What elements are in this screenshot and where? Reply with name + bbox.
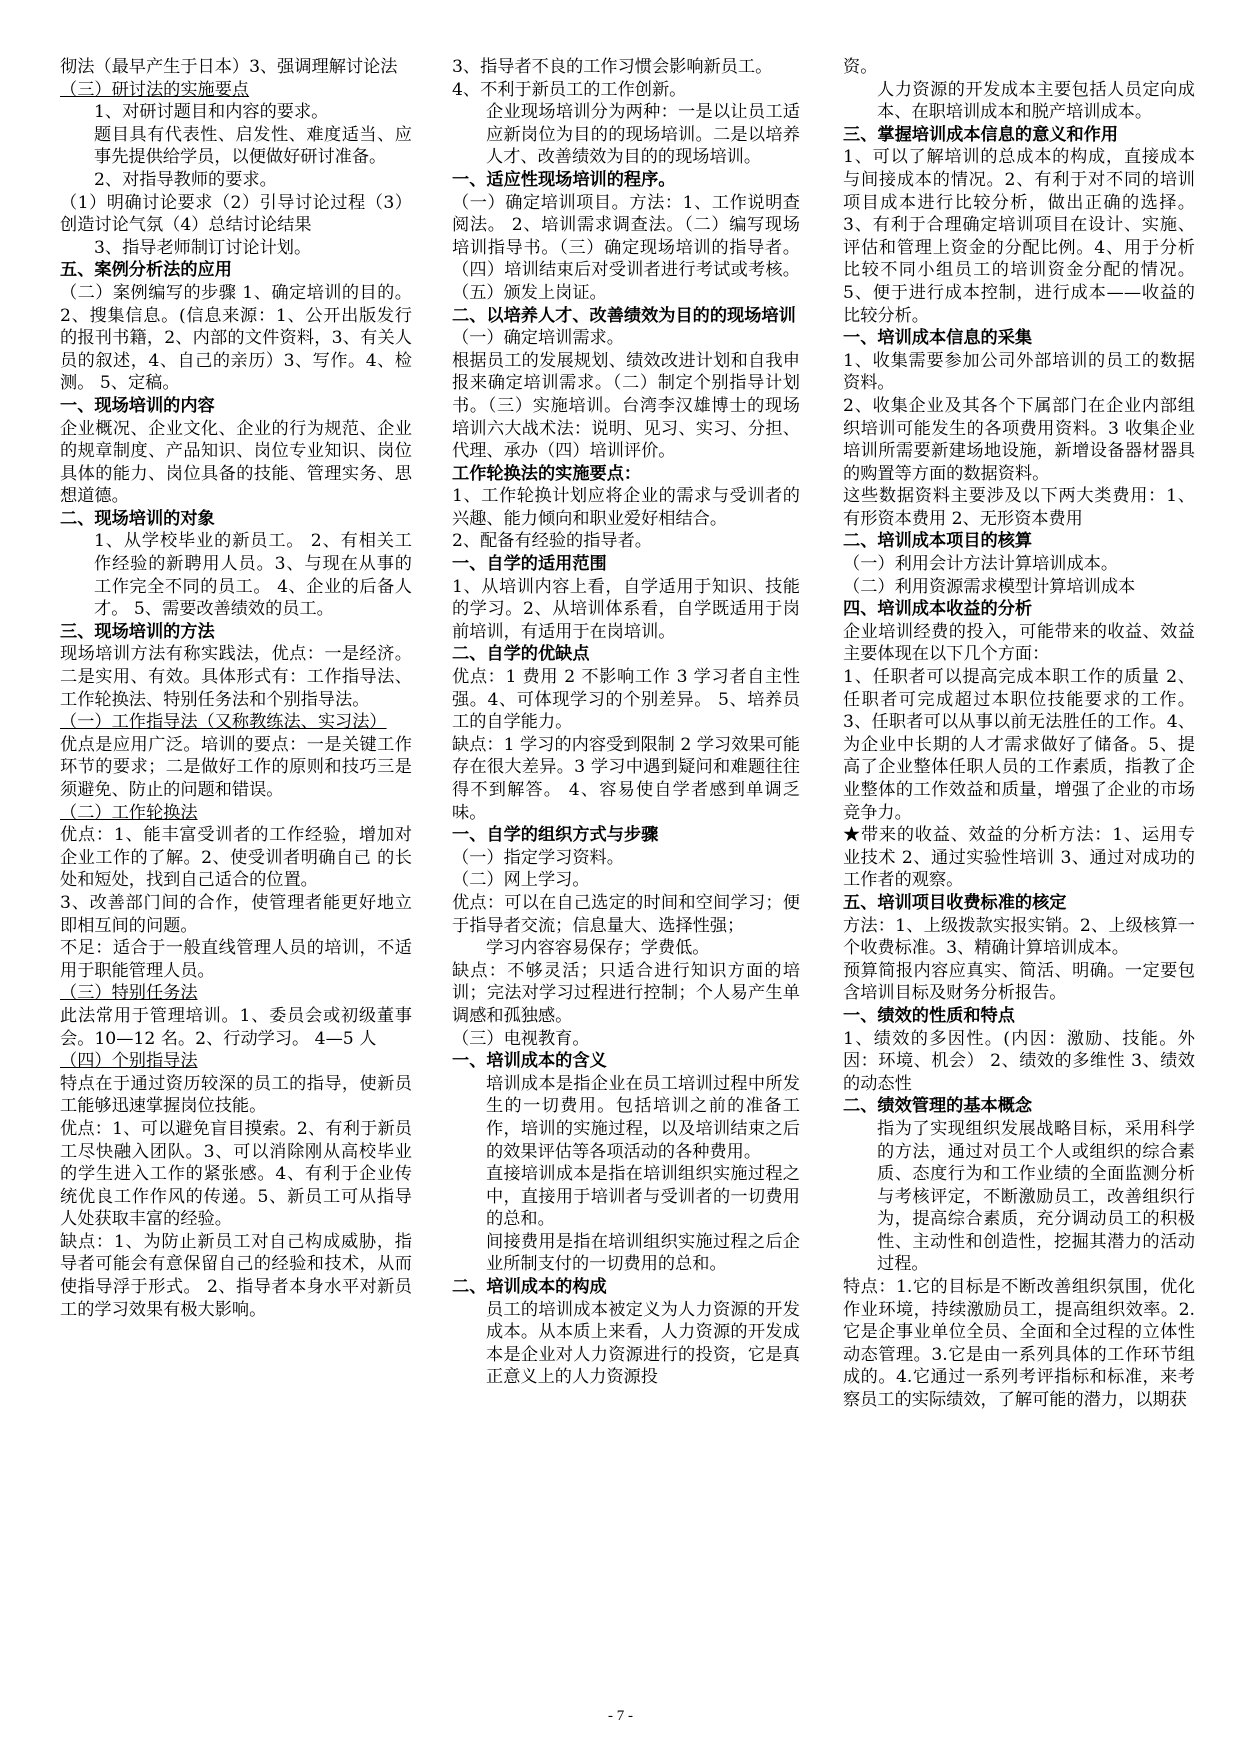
paragraph: 缺点：不够灵活；只适合进行知识方面的培训；完法对学习过程进行控制；个人易产生单调感和孤独感。 bbox=[452, 960, 800, 1026]
paragraph: 特点：1.它的目标是不断改善组织氛围，优化作业环境，持续激励员工，提高组织效率。2.它是企事业单位全员、全面和全过程的立体性动态管理。3.它是由一系列具体的工作环节组成的。4.它通过一系列考评指标和标准，来考察员工的实际绩效，了解可能的潜力，以期获 bbox=[843, 1277, 1195, 1411]
paragraph: 间接费用是指在培训组织实施过程之后企业所制支付的一切费用的总和。 bbox=[486, 1231, 800, 1275]
section-heading: 一、适应性现场培训的程序。 bbox=[452, 169, 676, 190]
paragraph: 预算简报内容应真实、简活、明确。一定要包含培训目标及财务分析报告。 bbox=[843, 960, 1195, 1004]
paragraph: （一）确定培训项目。方法：1、工作说明查阅法。 2、培训需求调查法。（二）编写现场培训指导书。（三）确定现场培训的指导者。（四）培训结束后对受训者进行考试或考核。（五）颁发上岗证。 bbox=[452, 192, 800, 303]
paragraph: 1、从培训内容上看，自学适用于知识、技能的学习。2、从培训体系看，自学既适用于岗前培训，有适用于在岗培训。 bbox=[452, 576, 800, 642]
paragraph: 2、配备有经验的指导者。 bbox=[452, 531, 652, 552]
page-number: - 7 - bbox=[608, 1708, 633, 1724]
section-heading: 二、自学的优缺点 bbox=[452, 644, 590, 665]
paragraph: 员工的培训成本被定义为人力资源的开发成本。从本质上来看，人力资源的开发成本是企业对人力资源进行的投资，它是真正意义上的人力资源投 bbox=[486, 1299, 800, 1388]
paragraph: 优点：1、可以避免盲目摸索。2、有利于新员工尽快融入团队。3、可以消除刚从高校毕业的学生进入工作的紧张感。4、有利于企业传统优良工作作风的传递。5、新员工可从指导人处获取丰富的经验。 bbox=[60, 1118, 412, 1230]
section-heading: 五、培训项目收费标准的核定 bbox=[843, 892, 1067, 913]
paragraph: 优点：1、能丰富受训者的工作经验，增加对企业工作的了解。2、使受训者明确自己 的长处和短处，找到自己适合的位置。 bbox=[60, 825, 412, 891]
paragraph: 缺点：1、为防止新员工对自己构成威胁，指导者可能会有意保留自己的经验和技术，从而使指导浮于形式。 2、指导者本身水平对新员工的学习效果有极大影响。 bbox=[60, 1231, 412, 1320]
paragraph: 现场培训方法有称实践法，优点：一是经济。二是实用、有效。具体形式有：工作指导法、工作轮换法、特别任务法和个别指导法。 bbox=[60, 644, 412, 710]
paragraph: 优点是应用广泛。培训的要点：一是关键工作环节的要求；二是做好工作的原则和技巧三是须避免、防止的问题和错误。 bbox=[60, 734, 412, 800]
paragraph: 1、工作轮换计划应将企业的需求与受训者的兴趣、能力倾向和职业爱好相结合。 bbox=[452, 486, 800, 529]
text-column-left bbox=[60, 56, 412, 1321]
paragraph: 题目具有代表性、启发性、难度适当、应事先提供给学员，以便做好研讨准备。 bbox=[94, 124, 412, 168]
paragraph: （一）利用会计方法计算培训成本。 bbox=[843, 554, 1119, 575]
paragraph: 方法：1、上级拨款实报实销。2、上级核算一个收费标准。3、精确计算培训成本。 bbox=[843, 915, 1195, 959]
paragraph: （二）案例编写的步骤 1、确定培训的目的。2、搜集信息。(信息来源：1、公开出版发行的报刊书籍，2、内部的文件资料，3、有关人员的叙述，4、自己的亲历）3、写作。4、检测。 5、定稿。 bbox=[60, 282, 412, 394]
paragraph: 1、任职者可以提高完成本职工作的质量 2、任职者可完成超过本职位技能要求的工作。3、任职者可以从事以前无法胜任的工作。4、为企业中长期的人才需求做好了储备。5、提高了企业整体任职人员的工作素质，指教了企业整体的工作效益和质量，增强了企业的市场竞争力。 bbox=[843, 667, 1195, 823]
section-heading: 一、自学的组织方式与步骤 bbox=[452, 825, 659, 846]
section-heading: 一、绩效的性质和特点 bbox=[843, 1005, 1015, 1026]
paragraph: （二）利用资源需求模型计算培训成本 bbox=[843, 576, 1136, 597]
paragraph: 不足：适合于一般直线管理人员的培训，不适用于职能管理人员。 bbox=[60, 938, 412, 981]
paragraph: 3、指导者不良的工作习惯会影响新员工。 bbox=[452, 57, 773, 77]
paragraph: 直接培训成本是指在培训组织实施过程之中，直接用于培训者与受训者的一切费用的总和。 bbox=[486, 1164, 800, 1230]
section-heading: 二、以培养人才、改善绩效为目的的现场培训 bbox=[452, 305, 796, 326]
paragraph: 人力资源的开发成本主要包括人员定向成本、在职培训成本和脱产培训成本。 bbox=[877, 79, 1195, 123]
paragraph: 1、收集需要参加公司外部培训的员工的数据资料。 bbox=[843, 350, 1195, 394]
paragraph: 1、对研讨题目和内容的要求。 bbox=[94, 102, 329, 123]
paragraph: 此法常用于管理培训。1、委员会或初级董事会。10—12 名。2、行动学习。 4—5 人 bbox=[60, 1005, 412, 1049]
paragraph: （三）研讨法的实施要点 bbox=[60, 79, 250, 100]
paragraph: （一）指定学习资料。 bbox=[452, 847, 624, 868]
section-heading: 三、掌握培训成本信息的意义和作用 bbox=[843, 124, 1119, 145]
paragraph: （三）电视教育。 bbox=[452, 1028, 590, 1049]
paragraph: 4、不利于新员工的工作创新。 bbox=[452, 79, 687, 100]
paragraph: 特点在于通过资历较深的员工的指导，使新员工能够迅速掌握岗位技能。 bbox=[60, 1073, 412, 1117]
paragraph: 企业现场培训分为两种：一是以让员工适应新岗位为目的的现场培训。二是以培养人才、改善绩效为目的的现场培训。 bbox=[486, 102, 800, 168]
paragraph: 企业培训经费的投入，可能带来的收益、效益主要体现在以下几个方面： bbox=[843, 621, 1195, 665]
paragraph: （二）工作轮换法 bbox=[60, 802, 198, 823]
section-heading: 二、绩效管理的基本概念 bbox=[843, 1096, 1033, 1117]
section-heading: 二、现场培训的对象 bbox=[60, 508, 215, 529]
paragraph: 2、收集企业及其各个下属部门在企业内部组织培训可能发生的各项费用资料。3 收集企业培训所需要新建场地设施，新增设备器材器具的购置等方面的数据资料。 bbox=[843, 395, 1195, 484]
section-heading: 一、培训成本的含义 bbox=[452, 1051, 607, 1072]
paragraph: （三）特别任务法 bbox=[60, 983, 198, 1004]
paragraph: 这些数据资料主要涉及以下两大类费用：1、有形资本费用 2、无形资本费用 bbox=[843, 486, 1195, 529]
section-heading: 一、培训成本信息的采集 bbox=[843, 328, 1033, 349]
paragraph: 根据员工的发展规划、绩效改进计划和自我申报来确定培训需求。（二）制定个别指导计划书。（三）实施培训。台湾李汉雄博士的现场培训六大战术法：说明、见习、实习、分担、代理、承办（四）培训评价。 bbox=[452, 350, 800, 462]
paragraph: 学习内容容易保存；学费低。 bbox=[486, 938, 710, 959]
paragraph: 优点：1 费用 2 不影响工作 3 学习者自主性强。4、可体现学习的个别差异。 5、培养员工的自学能力。 bbox=[452, 667, 800, 733]
section-heading: 一、自学的适用范围 bbox=[452, 554, 607, 575]
paragraph: （一）确定培训需求。 bbox=[452, 328, 624, 349]
section-heading: 五、案例分析法的应用 bbox=[60, 260, 232, 281]
section-heading: 工作轮换法的实施要点： bbox=[452, 463, 642, 484]
paragraph: 2、对指导教师的要求。 bbox=[94, 169, 277, 190]
section-heading: 一、现场培训的内容 bbox=[60, 395, 215, 416]
paragraph: 资。 bbox=[843, 57, 878, 77]
paragraph: 指为了实现组织发展战略目标，采用科学的方法，通过对员工个人或组织的综合素质、态度行为和工作业绩的全面监测分析与考核评定，不断激励员工，改善组织行为，提高综合素质，充分调动员工的积极性、主动性和创造性，挖掘其潜力的活动过程。 bbox=[877, 1118, 1195, 1275]
text-column-middle bbox=[452, 56, 800, 1389]
paragraph: 企业概况、企业文化、企业的行为规范、企业的规章制度、产品知识、岗位专业知识、岗位具体的能力、岗位具备的技能、管理实务、思想道德。 bbox=[60, 418, 412, 507]
paragraph: 1、绩效的多因性。(内因：激励、技能。外因：环境、机会） 2、绩效的多维性 3、绩效的动态性 bbox=[843, 1028, 1195, 1094]
paragraph: （一）工作指导法（又称教练法、实习法） bbox=[60, 712, 387, 733]
paragraph: 1、从学校毕业的新员工。 2、有相关工作经验的新聘用人员。3、与现在从事的工作完全不同的员工。 4、企业的后备人才。 5、需要改善绩效的员工。 bbox=[94, 531, 412, 620]
paragraph: 缺点：1 学习的内容受到限制 2 学习效果可能存在很大差异。3 学习中遇到疑问和难题往往得不到解答。 4、容易使自学者感到单调乏味。 bbox=[452, 734, 800, 823]
paragraph: 培训成本是指企业在员工培训过程中所发生的一切费用。包括培训之前的准备工作，培训的实施过程，以及培训结束之后的效果评估等各项活动的各种费用。 bbox=[486, 1073, 800, 1162]
section-heading: 三、现场培训的方法 bbox=[60, 621, 215, 642]
paragraph: 3、改善部门间的合作，使管理者能更好地立即相互间的问题。 bbox=[60, 892, 412, 936]
paragraph: （1）明确讨论要求（2）引导讨论过程（3）创造讨论气氛（4）总结讨论结果 bbox=[60, 192, 412, 236]
text-column-right bbox=[843, 56, 1195, 1412]
paragraph: （四）个别指导法 bbox=[60, 1051, 198, 1072]
paragraph: ★带来的收益、效益的分析方法：1、运用专业技术 2、通过实验性培训 3、通过对成功的工作者的观察。 bbox=[843, 825, 1195, 891]
paragraph: 1、可以了解培训的总成本的构成，直接成本与间接成本的情况。2、有利于对不同的培训项目成本进行比较分析，做出正确的选择。3、有利于合理确定培训项目在设计、实施、评估和管理上资金的分配比例。4、用于分析比较不同小组员工的培训资金分配的情况。5、便于进行成本控制，进行成本——收益的比较分析。 bbox=[843, 147, 1195, 326]
section-heading: 四、培训成本收益的分析 bbox=[843, 599, 1033, 620]
section-heading: 二、培训成本项目的核算 bbox=[843, 531, 1033, 552]
section-heading: 二、培训成本的构成 bbox=[452, 1277, 607, 1298]
paragraph: （二）网上学习。 bbox=[452, 870, 590, 891]
paragraph: 优点：可以在自己选定的时间和空间学习；便于指导者交流；信息量大、选择性强； bbox=[452, 892, 800, 936]
paragraph: 3、指导老师制订讨论计划。 bbox=[94, 237, 312, 258]
paragraph: 彻法（最早产生于日本）3、强调理解讨论法 bbox=[60, 57, 398, 77]
